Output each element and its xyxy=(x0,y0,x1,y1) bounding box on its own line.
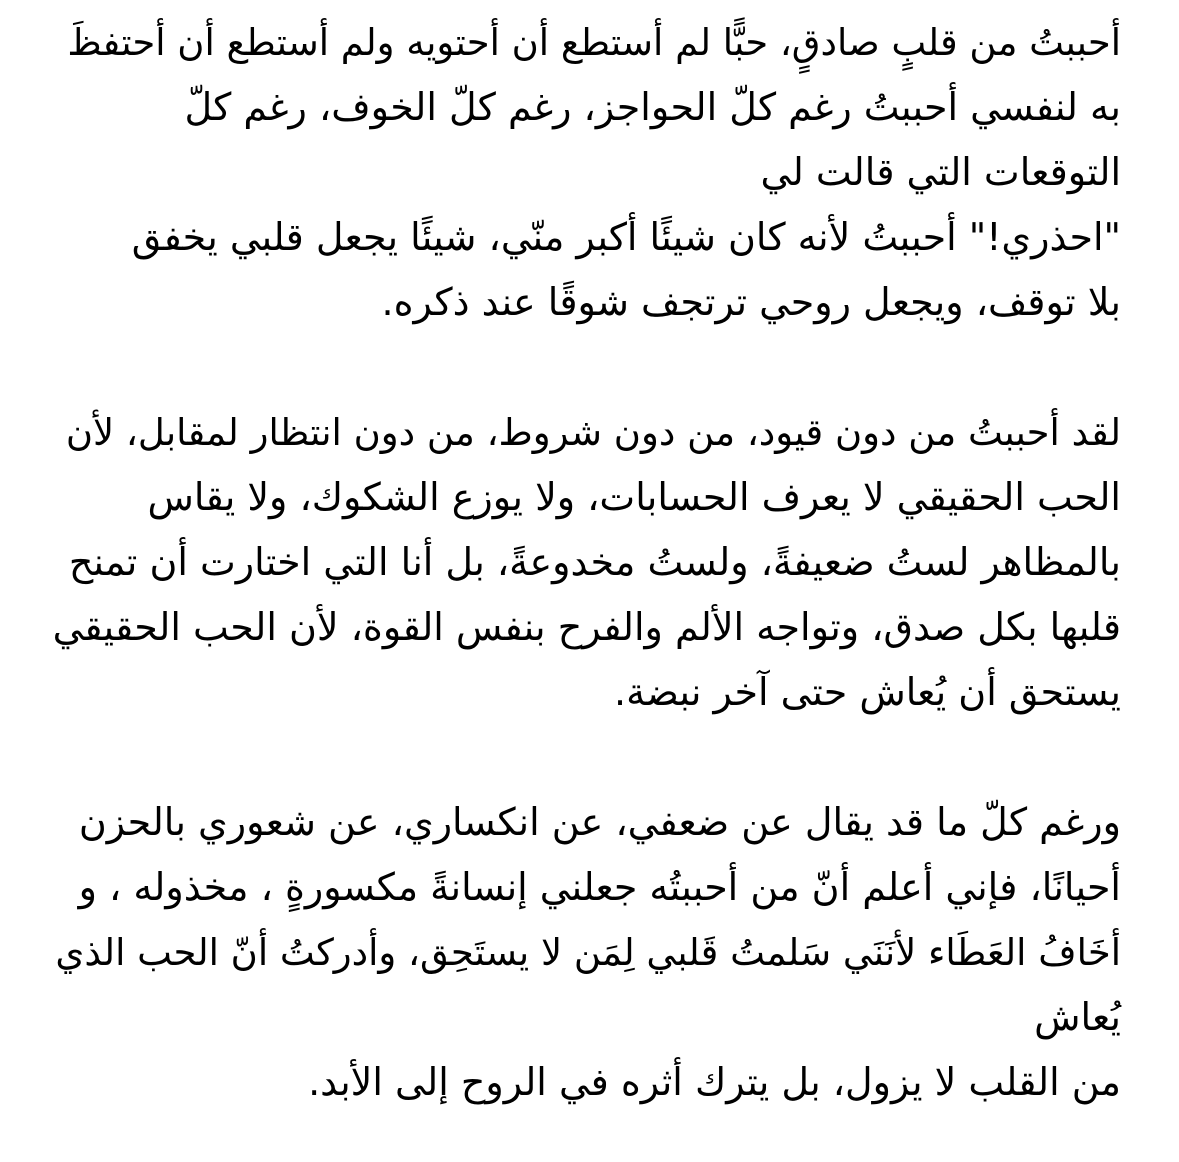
paragraph-1 xyxy=(40,10,1121,335)
text-line: أحيانًا، فإني أعلم أنّ من أحببتُه جعلني إنسانةً مكسورةٍ ، مخذوله ، و xyxy=(78,865,1121,909)
text-line: "احذري!" أحببتُ لأنه كان شيئًا أكبر منّي، شيئًا يجعل قلبي يخفق xyxy=(131,215,1121,259)
text-line: بالمظاهر لستُ ضعيفةً، ولستُ مخدوعةً، بل أنا التي اختارت أن تمنح xyxy=(68,540,1121,584)
text-line: يُعاش xyxy=(1034,995,1121,1039)
paragraph-gap xyxy=(40,335,1121,400)
text-line: الحب الحقيقي لا يعرف الحسابات، ولا يوزع الشكوك، ولا يقاس xyxy=(147,475,1121,519)
text-line: من القلب لا يزول، بل يترك أثره في الروح إلى الأبد. xyxy=(308,1060,1121,1104)
paragraph-3 xyxy=(40,790,1121,1115)
text-line: لقد أحببتُ من دون قيود، من دون شروط، من دون انتظار لمقابل، لأن xyxy=(65,411,1121,454)
text-line: أخَافُ العَطَاء لأنَنَي سَلمتُ قَلبي لِمَن لا يستَحِق، وأدركتُ أنّ الحب الذي xyxy=(55,931,1121,974)
text-line: أحببتُ من قلبٍ صادقٍ، حبًّا لم أستطع أن أحتويه ولم أستطع أن أحتفظَ xyxy=(67,21,1121,64)
text-line: التوقعات التي قالت لي xyxy=(760,150,1121,194)
text-line: به لنفسي أحببتُ رغم كلّ الحواجز، رغم كلّ الخوف، رغم كلّ xyxy=(184,85,1121,129)
paragraph-2 xyxy=(40,400,1121,725)
paragraph-gap xyxy=(40,725,1121,790)
text-line: يستحق أن يُعاش حتى آخر نبضة. xyxy=(614,670,1121,714)
text-line: ورغم كلّ ما قد يقال عن ضعفي، عن انكساري، عن شعوري بالحزن xyxy=(78,800,1121,844)
text-line: قلبها بكل صدق، وتواجه الألم والفرح بنفس القوة، لأن الحب الحقيقي xyxy=(52,605,1121,649)
text-line: بلا توقف، ويجعل روحي ترتجف شوقًا عند ذكره. xyxy=(381,280,1121,324)
